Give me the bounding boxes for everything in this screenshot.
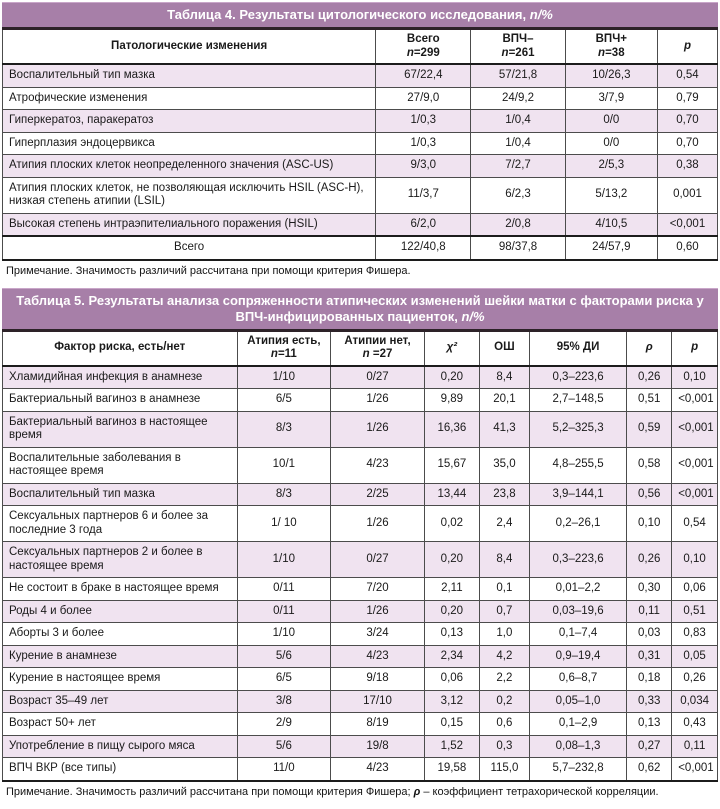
row-value: 0,59: [627, 411, 672, 447]
row-value: 0,2–26,1: [529, 506, 626, 542]
table4-section: [0, 2, 720, 278]
row-label: Атипия плоских клеток, не позволяющая исключить HSIL (ASC-H), низкая степень атипии (LSIL): [3, 177, 376, 213]
column-header-odds-ratio: ОШ: [479, 332, 529, 366]
row-value: 0,26: [627, 542, 672, 578]
table-row: [3, 542, 718, 578]
row-value: 5/6: [237, 735, 331, 758]
row-value: 16,36: [424, 411, 479, 447]
row-value: 0,01–2,2: [529, 578, 626, 601]
row-label: Воспалительный тип мазка: [3, 483, 238, 506]
row-label: Курение в настоящее время: [3, 668, 238, 691]
table5-header: [3, 332, 718, 366]
row-value: 10/26,3: [565, 64, 657, 87]
row-value: 4,8–255,5: [529, 447, 626, 483]
row-label: Хламидийная инфекция в анамнезе: [3, 366, 238, 389]
row-label: Сексуальных партнеров 6 и более за последние 3 года: [3, 506, 238, 542]
row-value: 0,10: [672, 542, 718, 578]
table5-section: [0, 288, 720, 799]
table-row: [3, 600, 718, 623]
column-header-ci: 95% ДИ: [529, 332, 626, 366]
row-label: Бактериальный вагиноз в настоящее время: [3, 411, 238, 447]
total-label: Всего: [3, 236, 376, 260]
row-value: 67/22,4: [376, 64, 471, 87]
column-header-pathology: Патологические изменения: [3, 30, 376, 64]
row-value: <0,001: [657, 213, 717, 236]
row-value: 0,83: [672, 623, 718, 646]
row-value: 35,0: [479, 447, 529, 483]
table-row: [3, 87, 718, 110]
table-row: [3, 578, 718, 601]
total-value: 24/57,9: [565, 236, 657, 260]
row-value: 0,6: [479, 713, 529, 736]
column-header-chi-squared: χ²: [424, 332, 479, 366]
row-value: 0,38: [657, 155, 717, 178]
row-value: 3,9–144,1: [529, 483, 626, 506]
table-row: [3, 177, 718, 213]
table-row: [3, 389, 718, 412]
row-label: Не состоит в браке в настоящее время: [3, 578, 238, 601]
row-value: 0,6–8,7: [529, 668, 626, 691]
total-value: 122/40,8: [376, 236, 471, 260]
row-value: 2,34: [424, 645, 479, 668]
row-value: 2/25: [331, 483, 425, 506]
row-value: 0,3–223,6: [529, 366, 626, 389]
row-value: 0,1–7,4: [529, 623, 626, 646]
row-value: 3/8: [237, 690, 331, 713]
row-value: 0,18: [627, 668, 672, 691]
row-value: <0,001: [672, 411, 718, 447]
table-row: [3, 713, 718, 736]
table-row: [3, 506, 718, 542]
table5-body: [3, 366, 718, 781]
row-label: Воспалительные заболевания в настоящее время: [3, 447, 238, 483]
row-value: 0,08–1,3: [529, 735, 626, 758]
row-label: Атрофические изменения: [3, 87, 376, 110]
table-row: [3, 623, 718, 646]
row-value: 0/0: [565, 110, 657, 133]
table-row: [3, 155, 718, 178]
row-label: Роды 4 и более: [3, 600, 238, 623]
row-value: 17/10: [331, 690, 425, 713]
table4-body: [3, 64, 718, 236]
table-row: [3, 645, 718, 668]
row-value: 13,44: [424, 483, 479, 506]
row-value: 0,54: [657, 64, 717, 87]
row-value: 8,4: [479, 542, 529, 578]
column-header-p: p: [657, 30, 717, 64]
row-value: 8/3: [237, 411, 331, 447]
row-value: 1/26: [331, 389, 425, 412]
row-value: 1/0,3: [376, 132, 471, 155]
row-value: 11/0: [237, 758, 331, 781]
column-header-atypia-yes: Атипия есть, n=11: [237, 332, 331, 366]
row-value: 3,12: [424, 690, 479, 713]
table5: [2, 332, 718, 782]
row-value: 1,52: [424, 735, 479, 758]
table5-title: [2, 288, 718, 332]
row-value: 8/3: [237, 483, 331, 506]
row-value: 0,9–19,4: [529, 645, 626, 668]
row-label: Употребление в пищу сырого мяса: [3, 735, 238, 758]
table4-wrap: [0, 30, 720, 261]
table4-title-suffix: n/%: [529, 7, 553, 22]
row-value: 0,2: [479, 690, 529, 713]
table-row: [3, 447, 718, 483]
row-value: 0,26: [627, 366, 672, 389]
row-value: 2,11: [424, 578, 479, 601]
total-value: 0,60: [657, 236, 717, 260]
row-value: 1,0: [479, 623, 529, 646]
row-value: 10/1: [237, 447, 331, 483]
row-value: 0,3: [479, 735, 529, 758]
row-value: 0,27: [627, 735, 672, 758]
table-row: [3, 110, 718, 133]
row-value: 1/ 10: [237, 506, 331, 542]
row-label: Гиперплазия эндоцервикса: [3, 132, 376, 155]
row-value: 0/11: [237, 600, 331, 623]
row-value: 1/0,3: [376, 110, 471, 133]
row-value: 0,10: [627, 506, 672, 542]
row-value: 0,11: [627, 600, 672, 623]
row-value: 6/5: [237, 389, 331, 412]
row-value: 5/13,2: [565, 177, 657, 213]
row-label: Возраст 50+ лет: [3, 713, 238, 736]
row-value: 1/0,4: [471, 110, 565, 133]
table-row: [3, 690, 718, 713]
table-row: [3, 668, 718, 691]
column-header-total: Всего n=299: [376, 30, 471, 64]
row-value: 9,89: [424, 389, 479, 412]
row-value: 20,1: [479, 389, 529, 412]
row-value: 41,3: [479, 411, 529, 447]
row-value: 4/10,5: [565, 213, 657, 236]
row-value: 0,1–2,9: [529, 713, 626, 736]
row-value: 9/3,0: [376, 155, 471, 178]
row-value: 9/18: [331, 668, 425, 691]
row-value: <0,001: [672, 758, 718, 781]
column-header-p: p: [672, 332, 718, 366]
row-value: 2,2: [479, 668, 529, 691]
table4-note: Примечание. Значимость различий рассчитана при помощи критерия Фишера.: [6, 264, 411, 277]
row-value: 0,06: [672, 578, 718, 601]
row-value: 1/10: [237, 542, 331, 578]
row-label: Гиперкератоз, паракератоз: [3, 110, 376, 133]
row-value: 1/26: [331, 600, 425, 623]
row-value: 8/19: [331, 713, 425, 736]
row-value: 5,2–325,3: [529, 411, 626, 447]
row-value: 0,51: [627, 389, 672, 412]
row-value: 6/2,3: [471, 177, 565, 213]
row-value: 0,56: [627, 483, 672, 506]
table-row-total: [3, 236, 718, 260]
table5-title-text: Таблица 5. Результаты анализа сопряженности атипических изменений шейки матки с факторами риска у ВПЧ-инфицированных пациенток,: [16, 292, 704, 324]
table5-note: Примечание. Значимость различий рассчитана при помощи критерия Фишера; ρ – коэффициент тетрахорической корреляции.: [6, 785, 659, 798]
row-value: 0,10: [672, 366, 718, 389]
row-value: <0,001: [672, 483, 718, 506]
row-value: 24/9,2: [471, 87, 565, 110]
row-value: 3/24: [331, 623, 425, 646]
column-header-atypia-no: Атипии нет, n =27: [331, 332, 425, 366]
row-value: 0,30: [627, 578, 672, 601]
row-value: 115,0: [479, 758, 529, 781]
row-value: 23,8: [479, 483, 529, 506]
row-value: 2/0,8: [471, 213, 565, 236]
row-value: 0,03: [627, 623, 672, 646]
row-label: Высокая степень интраэпителиального поражения (HSIL): [3, 213, 376, 236]
row-value: 7/2,7: [471, 155, 565, 178]
row-value: 0,20: [424, 366, 479, 389]
row-label: ВПЧ ВКР (все типы): [3, 758, 238, 781]
row-value: 0/27: [331, 542, 425, 578]
row-value: 3/7,9: [565, 87, 657, 110]
column-header-hpv-positive: ВПЧ+ n=38: [565, 30, 657, 64]
table4-header: [3, 30, 718, 64]
row-value: 27/9,0: [376, 87, 471, 110]
row-label: Аборты 3 и более: [3, 623, 238, 646]
row-value: 4/23: [331, 447, 425, 483]
row-value: 0,33: [627, 690, 672, 713]
row-value: 4/23: [331, 758, 425, 781]
table-row: [3, 735, 718, 758]
table5-title-suffix: n/%: [461, 308, 485, 324]
row-value: 0,06: [424, 668, 479, 691]
row-value: 0,13: [424, 623, 479, 646]
row-label: Бактериальный вагиноз в анамнезе: [3, 389, 238, 412]
row-value: 0,001: [657, 177, 717, 213]
row-value: 0,15: [424, 713, 479, 736]
row-value: 6/5: [237, 668, 331, 691]
row-label: Сексуальных партнеров 2 и более в настоящее время: [3, 542, 238, 578]
row-value: 0,02: [424, 506, 479, 542]
row-value: 8,4: [479, 366, 529, 389]
row-value: 7/20: [331, 578, 425, 601]
row-value: 1/10: [237, 623, 331, 646]
row-value: 19,58: [424, 758, 479, 781]
table-row: [3, 483, 718, 506]
row-value: <0,001: [672, 447, 718, 483]
row-value: 0,70: [657, 110, 717, 133]
table4-title: [2, 2, 718, 30]
row-value: 0,54: [672, 506, 718, 542]
row-value: 0,79: [657, 87, 717, 110]
row-label: Курение в анамнезе: [3, 645, 238, 668]
header-row: [3, 332, 718, 366]
row-value: 1/26: [331, 411, 425, 447]
table-row: [3, 411, 718, 447]
table4-title-text: Таблица 4. Результаты цитологического исследования,: [167, 7, 527, 22]
total-value: 98/37,8: [471, 236, 565, 260]
row-value: 0,11: [672, 735, 718, 758]
row-value: 2/9: [237, 713, 331, 736]
row-value: 4/23: [331, 645, 425, 668]
row-value: 0,1: [479, 578, 529, 601]
row-value: 0,26: [672, 668, 718, 691]
column-header-risk-factor: Фактор риска, есть/нет: [3, 332, 238, 366]
table4-footer: [3, 236, 718, 260]
row-value: 0,43: [672, 713, 718, 736]
row-value: 0,70: [657, 132, 717, 155]
table-row: [3, 213, 718, 236]
row-value: 2/5,3: [565, 155, 657, 178]
row-value: 0,58: [627, 447, 672, 483]
row-value: 0,51: [672, 600, 718, 623]
table5-wrap: [0, 332, 720, 782]
row-value: 2,7–148,5: [529, 389, 626, 412]
row-value: 0/27: [331, 366, 425, 389]
header-row: [3, 30, 718, 64]
row-value: 0,3–223,6: [529, 542, 626, 578]
row-value: 0/11: [237, 578, 331, 601]
row-value: 0,20: [424, 542, 479, 578]
row-value: 5/6: [237, 645, 331, 668]
row-label: Возраст 35–49 лет: [3, 690, 238, 713]
row-value: 2,4: [479, 506, 529, 542]
row-value: 0,31: [627, 645, 672, 668]
row-value: 0/0: [565, 132, 657, 155]
row-value: 0,034: [672, 690, 718, 713]
row-label: Атипия плоских клеток неопределенного значения (ASC-US): [3, 155, 376, 178]
row-value: 0,05: [672, 645, 718, 668]
row-value: 5,7–232,8: [529, 758, 626, 781]
row-value: 0,20: [424, 600, 479, 623]
row-value: 1/26: [331, 506, 425, 542]
row-value: 57/21,8: [471, 64, 565, 87]
rho-symbol: ρ: [413, 785, 421, 798]
row-value: 15,67: [424, 447, 479, 483]
row-value: 11/3,7: [376, 177, 471, 213]
row-value: 1/10: [237, 366, 331, 389]
column-header-hpv-negative: ВПЧ– n=261: [471, 30, 565, 64]
row-value: 0,7: [479, 600, 529, 623]
row-value: 0,13: [627, 713, 672, 736]
row-value: 4,2: [479, 645, 529, 668]
row-value: 1/0,4: [471, 132, 565, 155]
table-row: [3, 758, 718, 781]
table-row: [3, 132, 718, 155]
row-value: <0,001: [672, 389, 718, 412]
row-value: 6/2,0: [376, 213, 471, 236]
table4: [2, 30, 718, 261]
column-header-rho: ρ: [627, 332, 672, 366]
row-label: Воспалительный тип мазка: [3, 64, 376, 87]
row-value: 19/8: [331, 735, 425, 758]
row-value: 0,03–19,6: [529, 600, 626, 623]
row-value: 0,05–1,0: [529, 690, 626, 713]
table-row: [3, 64, 718, 87]
row-value: 0,62: [627, 758, 672, 781]
table-row: [3, 366, 718, 389]
